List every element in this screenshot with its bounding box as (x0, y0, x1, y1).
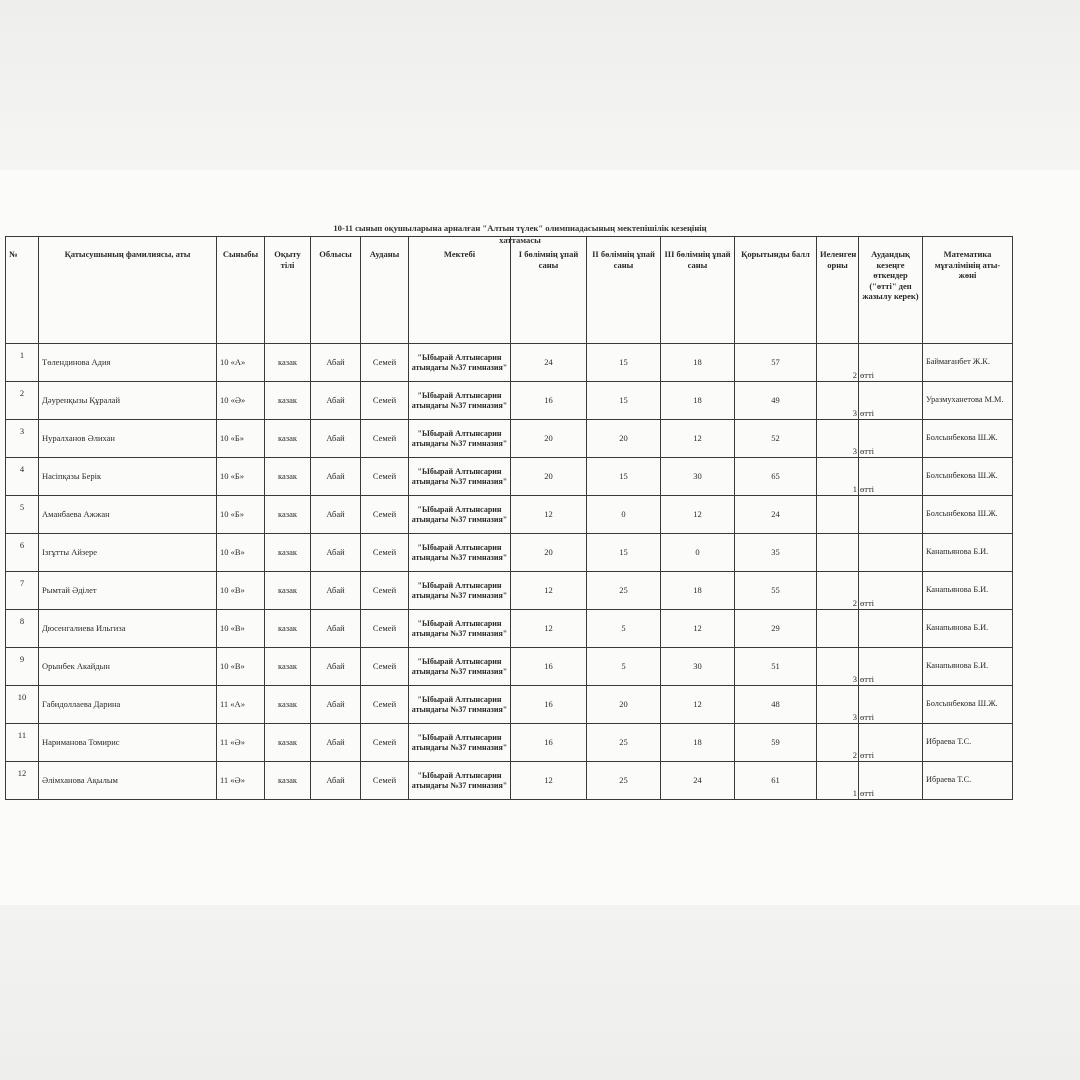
teacher-name: Болсынбекова Ш.Ж. (923, 458, 1013, 496)
school-name: "Ыбырай Алтынсарин атындағы №37 гимназия" (409, 686, 511, 724)
district: Семей (361, 420, 409, 458)
photo-background-bottom (0, 905, 1080, 1080)
place-taken (817, 496, 859, 534)
teaching-language: казак (265, 686, 311, 724)
student-name: Орынбек Акайдын (39, 648, 217, 686)
teacher-name: Баймағанбет Ж.К. (923, 344, 1013, 382)
header-part1: І бөлімнің ұпай саны (511, 237, 587, 344)
teacher-name: Канапьянова Б.И. (923, 648, 1013, 686)
region: Абай (311, 382, 361, 420)
table-row (6, 458, 1013, 496)
table-header-row (6, 237, 1013, 344)
teaching-language: казак (265, 344, 311, 382)
table-row (6, 496, 1013, 534)
row-number: 8 (6, 610, 39, 648)
passed-status (859, 496, 923, 534)
place-taken: 3 (817, 420, 859, 458)
student-name: Рымтай Әділет (39, 572, 217, 610)
school-name: "Ыбырай Алтынсарин атындағы №37 гимназия" (409, 610, 511, 648)
part1-score: 20 (511, 534, 587, 572)
student-grade: 10 «В» (217, 572, 265, 610)
header-place: Иеленген орны (817, 237, 859, 344)
header-no: № (6, 237, 39, 344)
header-language: Оқыту тілі (265, 237, 311, 344)
row-number: 11 (6, 724, 39, 762)
passed-status: өтті (859, 458, 923, 496)
student-grade: 10 «А» (217, 344, 265, 382)
table-row (6, 420, 1013, 458)
total-score: 29 (735, 610, 817, 648)
passed-status (859, 610, 923, 648)
teaching-language: казак (265, 762, 311, 800)
place-taken: 2 (817, 572, 859, 610)
school-name: "Ыбырай Алтынсарин атындағы №37 гимназия" (409, 458, 511, 496)
passed-status: өтті (859, 762, 923, 800)
part1-score: 16 (511, 648, 587, 686)
header-passed: Аудандық кезеңге өткендер ("өтті" деп жазылу керек) (859, 237, 923, 344)
part3-score: 24 (661, 762, 735, 800)
row-number: 9 (6, 648, 39, 686)
part2-score: 15 (587, 344, 661, 382)
row-number: 5 (6, 496, 39, 534)
passed-status: өтті (859, 648, 923, 686)
region: Абай (311, 762, 361, 800)
teaching-language: казак (265, 420, 311, 458)
photo-background-top (0, 0, 1080, 170)
part1-score: 16 (511, 686, 587, 724)
part2-score: 0 (587, 496, 661, 534)
region: Абай (311, 686, 361, 724)
place-taken: 3 (817, 648, 859, 686)
passed-status: өтті (859, 344, 923, 382)
table-row (6, 610, 1013, 648)
total-score: 51 (735, 648, 817, 686)
student-name: Дәуренқызы Құралай (39, 382, 217, 420)
total-score: 48 (735, 686, 817, 724)
school-name: "Ыбырай Алтынсарин атындағы №37 гимназия" (409, 724, 511, 762)
part2-score: 15 (587, 534, 661, 572)
part2-score: 15 (587, 382, 661, 420)
table-row (6, 572, 1013, 610)
part1-score: 12 (511, 572, 587, 610)
teaching-language: казак (265, 648, 311, 686)
district: Семей (361, 686, 409, 724)
student-grade: 10 «В» (217, 648, 265, 686)
district: Семей (361, 458, 409, 496)
student-name: Насіпқазы Берік (39, 458, 217, 496)
teacher-name: Болсынбекова Ш.Ж. (923, 496, 1013, 534)
table-row (6, 762, 1013, 800)
part3-score: 18 (661, 344, 735, 382)
part3-score: 12 (661, 610, 735, 648)
header-teacher: Математика мұғалімінің аты-жөні (923, 237, 1013, 344)
row-number: 4 (6, 458, 39, 496)
part3-score: 18 (661, 382, 735, 420)
teacher-name: Ибраева Т.С. (923, 724, 1013, 762)
part3-score: 30 (661, 648, 735, 686)
student-name: Төлендинова Адия (39, 344, 217, 382)
place-taken: 3 (817, 382, 859, 420)
school-name: "Ыбырай Алтынсарин атындағы №37 гимназия" (409, 344, 511, 382)
district: Семей (361, 762, 409, 800)
place-taken (817, 534, 859, 572)
student-grade: 11 «Ә» (217, 762, 265, 800)
student-grade: 10 «В» (217, 610, 265, 648)
teaching-language: казак (265, 610, 311, 648)
student-grade: 11 «А» (217, 686, 265, 724)
total-score: 65 (735, 458, 817, 496)
school-name: "Ыбырай Алтынсарин атындағы №37 гимназия" (409, 648, 511, 686)
part2-score: 20 (587, 420, 661, 458)
part2-score: 5 (587, 610, 661, 648)
total-score: 59 (735, 724, 817, 762)
student-name: Нуралханов Әлихан (39, 420, 217, 458)
school-name: "Ыбырай Алтынсарин атындағы №37 гимназия" (409, 496, 511, 534)
header-part2: ІІ бөлімнің ұпай саны (587, 237, 661, 344)
part1-score: 20 (511, 420, 587, 458)
table-row (6, 382, 1013, 420)
region: Абай (311, 572, 361, 610)
part1-score: 12 (511, 496, 587, 534)
student-name: Дюсенгалиева Ильгиза (39, 610, 217, 648)
table-row (6, 686, 1013, 724)
place-taken: 1 (817, 458, 859, 496)
part3-score: 18 (661, 724, 735, 762)
student-name: Ізгұтты Айзере (39, 534, 217, 572)
table-row (6, 534, 1013, 572)
region: Абай (311, 534, 361, 572)
row-number: 10 (6, 686, 39, 724)
part3-score: 12 (661, 686, 735, 724)
teaching-language: казак (265, 382, 311, 420)
row-number: 1 (6, 344, 39, 382)
row-number: 7 (6, 572, 39, 610)
region: Абай (311, 496, 361, 534)
district: Семей (361, 610, 409, 648)
region: Абай (311, 458, 361, 496)
region: Абай (311, 420, 361, 458)
results-table (5, 236, 1013, 800)
part1-score: 12 (511, 610, 587, 648)
table-row (6, 648, 1013, 686)
district: Семей (361, 724, 409, 762)
table-row (6, 724, 1013, 762)
part3-score: 0 (661, 534, 735, 572)
header-district: Ауданы (361, 237, 409, 344)
passed-status: өтті (859, 382, 923, 420)
region: Абай (311, 724, 361, 762)
total-score: 61 (735, 762, 817, 800)
teacher-name: Уразмуханетова М.М. (923, 382, 1013, 420)
place-taken: 3 (817, 686, 859, 724)
total-score: 35 (735, 534, 817, 572)
part3-score: 12 (661, 496, 735, 534)
total-score: 55 (735, 572, 817, 610)
row-number: 6 (6, 534, 39, 572)
student-grade: 10 «Б» (217, 458, 265, 496)
school-name: "Ыбырай Алтынсарин атындағы №37 гимназия" (409, 534, 511, 572)
district: Семей (361, 382, 409, 420)
place-taken: 2 (817, 344, 859, 382)
row-number: 3 (6, 420, 39, 458)
district: Семей (361, 534, 409, 572)
teaching-language: казак (265, 724, 311, 762)
district: Семей (361, 572, 409, 610)
teaching-language: казак (265, 534, 311, 572)
part2-score: 25 (587, 762, 661, 800)
teacher-name: Канапьянова Б.И. (923, 572, 1013, 610)
student-name: Габидоллаева Дарина (39, 686, 217, 724)
total-score: 52 (735, 420, 817, 458)
part3-score: 12 (661, 420, 735, 458)
teaching-language: казак (265, 572, 311, 610)
part2-score: 25 (587, 724, 661, 762)
part2-score: 15 (587, 458, 661, 496)
header-name: Қатысушының фамилиясы, аты (39, 237, 217, 344)
total-score: 57 (735, 344, 817, 382)
school-name: "Ыбырай Алтынсарин атындағы №37 гимназия" (409, 762, 511, 800)
district: Семей (361, 344, 409, 382)
student-grade: 10 «Б» (217, 496, 265, 534)
student-name: Аманбаева Ажжан (39, 496, 217, 534)
student-grade: 10 «Б» (217, 420, 265, 458)
passed-status: өтті (859, 572, 923, 610)
header-region: Облысы (311, 237, 361, 344)
passed-status: өтті (859, 420, 923, 458)
header-part3: ІІІ бөлімнің ұпай саны (661, 237, 735, 344)
school-name: "Ыбырай Алтынсарин атындағы №37 гимназия" (409, 420, 511, 458)
school-name: "Ыбырай Алтынсарин атындағы №37 гимназия" (409, 382, 511, 420)
place-taken: 2 (817, 724, 859, 762)
part1-score: 16 (511, 382, 587, 420)
teacher-name: Канапьянова Б.И. (923, 610, 1013, 648)
student-name: Әлімханова Ақылым (39, 762, 217, 800)
part3-score: 30 (661, 458, 735, 496)
place-taken: 1 (817, 762, 859, 800)
student-grade: 10 «Ә» (217, 382, 265, 420)
school-name: "Ыбырай Алтынсарин атындағы №37 гимназия" (409, 572, 511, 610)
student-name: Нариманова Томирис (39, 724, 217, 762)
teacher-name: Болсынбекова Ш.Ж. (923, 420, 1013, 458)
document-title-line-1: 10-11 сынып оқушыларына арналған "Алтын түлек" олимпиадасының мектепішілік кезеңінің (333, 223, 707, 233)
header-total: Қорытынды балл (735, 237, 817, 344)
place-taken (817, 610, 859, 648)
teacher-name: Ибраева Т.С. (923, 762, 1013, 800)
teacher-name: Болсынбекова Ш.Ж. (923, 686, 1013, 724)
part2-score: 20 (587, 686, 661, 724)
teacher-name: Канапьянова Б.И. (923, 534, 1013, 572)
region: Абай (311, 648, 361, 686)
district: Семей (361, 648, 409, 686)
row-number: 12 (6, 762, 39, 800)
passed-status (859, 534, 923, 572)
part2-score: 25 (587, 572, 661, 610)
document-title-line-2: хаттамасы (499, 235, 541, 245)
header-school: Мектебі (409, 237, 511, 344)
student-grade: 11 «Ә» (217, 724, 265, 762)
table-row (6, 344, 1013, 382)
row-number: 2 (6, 382, 39, 420)
part1-score: 24 (511, 344, 587, 382)
district: Семей (361, 496, 409, 534)
passed-status: өтті (859, 724, 923, 762)
student-grade: 10 «В» (217, 534, 265, 572)
part1-score: 12 (511, 762, 587, 800)
part1-score: 16 (511, 724, 587, 762)
teaching-language: казак (265, 496, 311, 534)
region: Абай (311, 610, 361, 648)
region: Абай (311, 344, 361, 382)
passed-status: өтті (859, 686, 923, 724)
part2-score: 5 (587, 648, 661, 686)
teaching-language: казак (265, 458, 311, 496)
header-grade: Сыныбы (217, 237, 265, 344)
part1-score: 20 (511, 458, 587, 496)
part3-score: 18 (661, 572, 735, 610)
total-score: 24 (735, 496, 817, 534)
total-score: 49 (735, 382, 817, 420)
